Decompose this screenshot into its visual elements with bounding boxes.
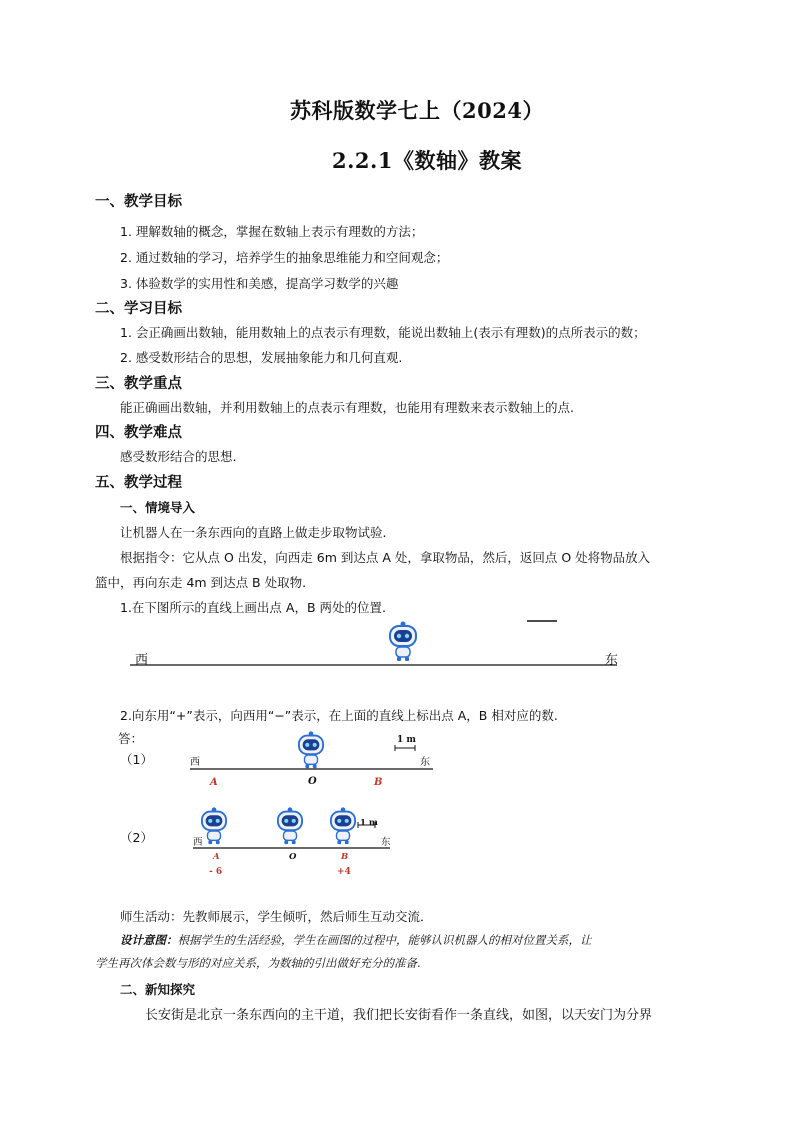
paragraph: 能正确画出数轴，并利用数轴上的点表示有理数，也能用有理数来表示数轴上的点. xyxy=(120,400,574,415)
section-heading-key-points: 三、教学重点 xyxy=(95,376,182,392)
paragraph: 让机器人在一条东西向的直路上做走步取物试验. xyxy=(120,525,387,540)
point-b-label: B xyxy=(341,852,349,862)
point-b-value: +4 xyxy=(337,867,351,877)
question-2: 2.向东用“+”表示，向西用“−”表示，在上面的直线上标出点 A，B 相对应的数. xyxy=(120,708,558,723)
sub-heading-intro: 一、情境导入 xyxy=(120,500,196,515)
sub-heading-explore: 二、新知探究 xyxy=(120,982,196,997)
list-item: 3. 体验数学的实用性和美感，提高学习数学的兴趣 xyxy=(120,276,399,291)
paragraph: 根据指令：它从点 O 出发，向西走 6m 到达点 A 处，拿取物品，然后，返回点 O 处将物品放入 xyxy=(120,550,651,565)
design-intent xyxy=(120,932,592,948)
section-heading-process: 五、教学过程 xyxy=(95,475,182,491)
west-label: 西 xyxy=(135,653,149,668)
robot-icon xyxy=(388,620,418,662)
design-intent-label: 设计意图： xyxy=(120,933,178,947)
answer-2-label: （2） xyxy=(120,830,153,845)
point-o-label: O xyxy=(308,776,317,787)
list-item: 1. 理解数轴的概念，掌握在数轴上表示有理数的方法； xyxy=(120,224,424,239)
design-intent-cont: 学生再次体会数与形的对应关系，为数轴的引出做好充分的准备. xyxy=(95,956,421,970)
point-a-label: A xyxy=(213,852,220,862)
list-item: 1. 会正确画出数轴，能用数轴上的点表示有理数，能说出数轴上(表示有理数)的点所表示的数； xyxy=(120,325,646,340)
paragraph: 长安街是北京一条东西向的主干道，我们把长安街看作一条直线，如图，以天安门为分界 xyxy=(145,1008,653,1023)
west-label: 西 xyxy=(190,757,200,768)
east-label: 东 xyxy=(420,757,430,768)
section-heading-learning: 二、学习目标 xyxy=(95,301,182,317)
answer-1-label: （1） xyxy=(120,752,153,767)
page-subtitle: 2.2.1《数轴》教案 xyxy=(332,148,522,173)
point-a-value: - 6 xyxy=(209,867,223,877)
design-intent-text: 根据学生的生活经验，学生在画图的过程中，能够认识机器人的相对位置关系，让 xyxy=(177,933,592,947)
robot-icon xyxy=(329,806,357,845)
unit-label: 1 m xyxy=(397,735,416,745)
list-item: 2. 通过数轴的学习，培养学生的抽象思维能力和空间观念； xyxy=(120,250,449,265)
point-b-label: B xyxy=(374,777,383,788)
list-item: 2. 感受数形结合的思想，发展抽象能力和几何直观. xyxy=(120,350,403,365)
paragraph: 篮中，再向东走 4m 到达点 B 处取物. xyxy=(95,575,307,590)
section-heading-difficulties: 四、教学难点 xyxy=(95,425,182,441)
activity-text: 师生活动：先教师展示，学生倾听，然后师生互动交流． xyxy=(120,909,433,924)
robot-icon xyxy=(200,806,228,845)
section-heading-goals: 一、教学目标 xyxy=(95,194,182,210)
question-1: 1.在下图所示的直线上画出点 A，B 两处的位置. xyxy=(120,600,386,615)
page-title: 苏科版数学七上（2024） xyxy=(290,98,544,123)
robot-icon xyxy=(276,806,304,845)
point-a-label: A xyxy=(210,777,218,788)
east-label: 东 xyxy=(381,837,391,848)
robot-icon xyxy=(297,730,325,769)
answer-label: 答： xyxy=(118,731,144,746)
unit-label: 1 m xyxy=(360,818,378,828)
east-label: 东 xyxy=(605,653,619,668)
paragraph: 感受数形结合的思想. xyxy=(120,449,237,464)
point-o-label: O xyxy=(289,852,297,862)
west-label: 西 xyxy=(193,837,203,848)
